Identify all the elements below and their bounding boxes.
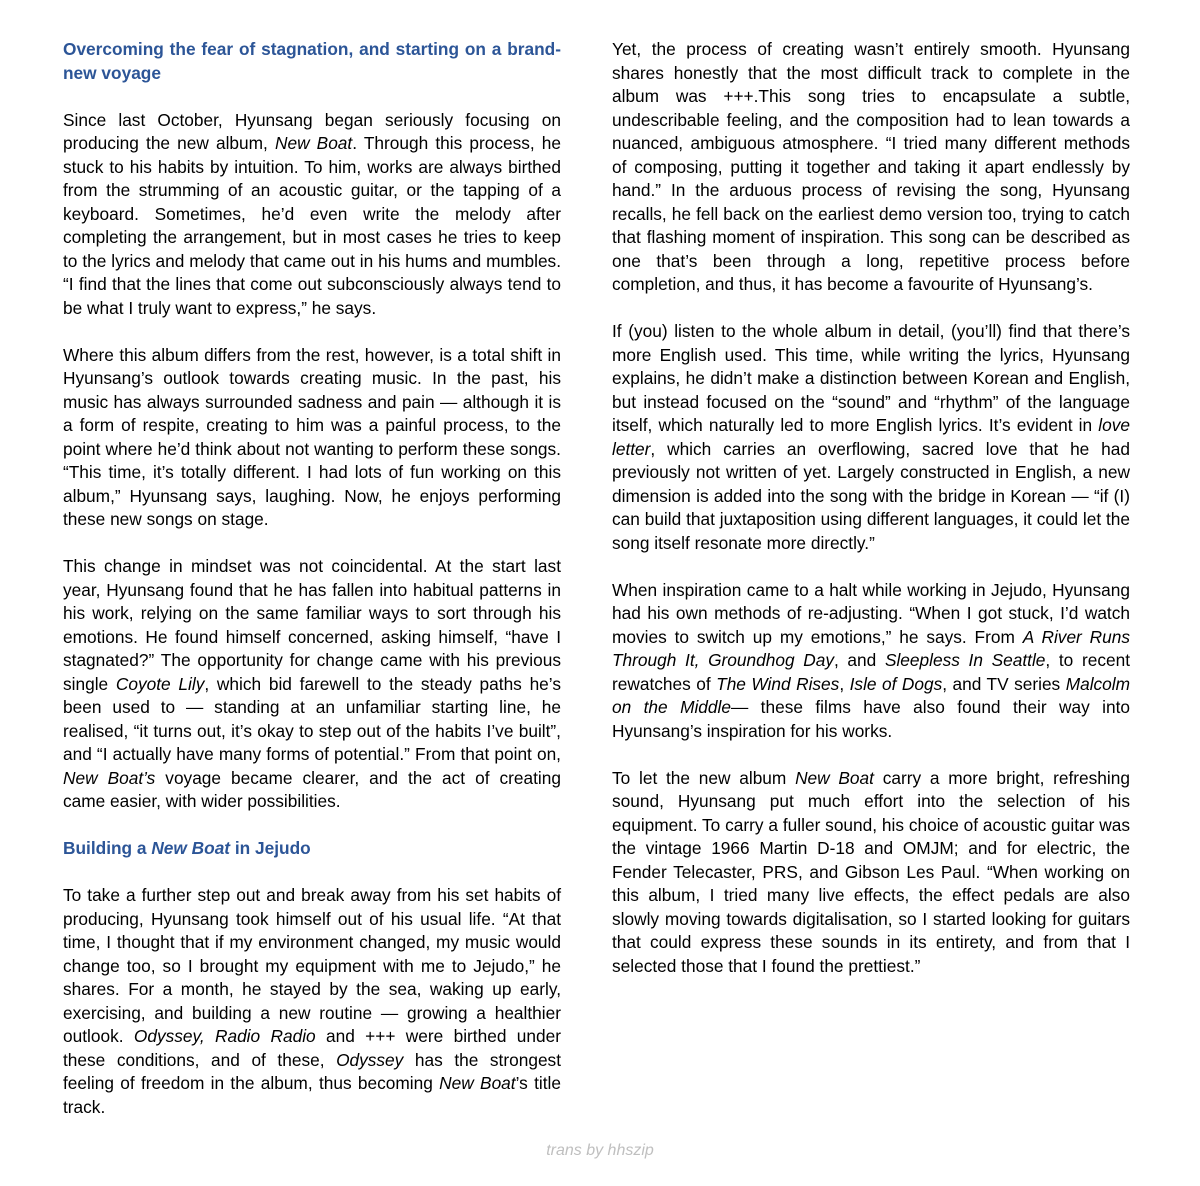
paragraph-equipment [612,767,1130,979]
text-span: To take a further step out and break away from his set habits of producing, Hyunsang took himself out of his usual life. “At that time, I thought that if my environment changed, my music would change too, so I brought my equipment with me to Jejudo,” he shares. For a month, he stayed by the sea, waking up early, exercising, and building a new routine — growing a healthier outlook. [63,885,561,1046]
film-title: Isle of Dogs [849,673,943,694]
song-titles: Odyssey, Radio Radio [133,1026,316,1046]
text-span: To let the new album [612,767,796,788]
text-span: , which bid farewell to the steady paths he’s been used to — standing at an unfamiliar starting line, he realised, “it turns out, it’s okay to step out of the habits I’ve built”, and “I actually have many forms of potential.” From that point on, [63,673,561,764]
paragraph-english-lyrics [612,320,1130,555]
translation-credit: trans by hhszip [546,1142,654,1159]
section-heading-jejudo [63,837,561,861]
song-title: Odyssey [336,1049,404,1070]
text-span: and +++ were birthed under these conditions, and of these, [63,1026,561,1070]
text-span: ’s title track. [63,1073,561,1117]
paragraph-inspiration-movies [612,579,1130,744]
text-span: If (you) listen to the whole album in detail, (you’ll) find that there’s more English used. This time, while writing the lyrics, Hyunsang explains, he didn’t make a distinction between Korean and English, but instead focused on the “sound” and “rhythm” of the language itself, which naturally led to more English lyrics. It’s evident in [612,321,1130,435]
film-title: Sleepless In Seattle [884,650,1046,670]
film-title: The Wind Rises [716,673,840,694]
text-span: , [839,673,850,694]
album-title: New Boat’s [63,767,156,788]
text-span: When inspiration came to a halt while working in Jejudo, Hyunsang had his own methods of re-adjusting. “When I got stuck, I’d watch movies to switch up my emotions,” he says. From [612,579,1130,647]
text-span: has the strongest feeling of freedom in the album, thus becoming [63,1049,561,1093]
text-span: Since last October, Hyunsang began seriously focusing on producing the new album, [63,109,561,153]
text-span: — these films have also found their way into Hyunsang’s inspiration for his works. [612,697,1130,741]
album-title: New Boat [439,1073,516,1093]
paragraph-new-album [63,109,561,321]
film-titles: A River Runs Through It, Groundhog Day [612,626,1131,670]
text-span: in Jejudo [230,838,311,858]
song-title: love letter [612,415,1130,459]
text-span: This change in mindset was not coincidental. At the start last year, Hyunsang found that he has fallen into habitual patterns in his work, relying on the same familiar ways to sort through his emotions. He found himself concerned, asking himself, “have I stagnated?” The opportunity for change came with his previous single [63,556,561,694]
text-span: voyage became clearer, and the act of creating came easier, with wider possibilities. [63,767,561,811]
text-span: , and TV series [942,673,1066,694]
left-column [63,38,561,1143]
section-heading-stagnation: Overcoming the fear of stagnation, and starting on a brand-new voyage [63,39,561,83]
text-span: , which carries an overflowing, sacred love that he had previously not written of yet. Largely constructed in English, a new dimension is added into the song with the bridge in Korean — “if (I) can build that juxtaposition using different languages, it could let the song itself resonate more directly.” [612,438,1130,553]
paragraph-jejudo [63,884,561,1119]
album-title: New Boat [274,133,353,153]
album-title: New Boat [151,838,231,858]
right-column [612,38,1130,1002]
album-title: New Boat [795,767,874,788]
text-span: . Through this process, he stuck to his habits by intuition. To him, works are always birthed from the strumming of an acoustic guitar, or the tapping of a keyboard. Sometimes, he’d even write the melody after completing the arrangement, but in most cases he tries to keep to the lyrics and melody that came out in his hums and mumbles. “I find that the lines that come out subconsciously always tend to be what I truly want to express,” he says. [63,133,561,318]
paragraph-mindset-change [63,555,561,814]
series-title: Malcolm on the Middle [612,673,1131,717]
text-span: Building a [63,838,152,858]
paragraph-outlook-shift: Where this album differs from the rest, however, is a total shift in Hyunsang’s outlook towards creating music. In the past, his music has always surrounded sadness and pain — although it is a form of respite, creating to him was a painful process, to the point where he’d think about not wanting to perform these songs. “This time, it’s totally different. I had lots of fun working on this album,” Hyunsang says, laughing. Now, he enjoys performing these new songs on stage. [63,344,561,529]
text-span: , and [833,650,885,670]
text-span: carry a more bright, refreshing sound, Hyunsang put much effort into the selection of his equipment. To carry a fuller sound, his choice of acoustic guitar was the vintage 1966 Martin D-18 and OMJM; and for electric, the Fender Telecaster, PRS, and Gibson Les Paul. “When working on this album, I tried many live effects, the effect pedals are also slowly moving towards digitalisation, so I started looking for guitars that could express these sounds in its entirety, and from that I selected those that I found the prettiest.” [612,767,1130,976]
paragraph-difficult-track: Yet, the process of creating wasn’t entirely smooth. Hyunsang shares honestly that the most difficult track to complete in the album was +++.This song tries to encapsulate a subtle, undescribable feeling, and the composition had to lean towards a nuanced, ambiguous atmosphere. “I tried many different methods of composing, putting it together and taking it apart endlessly by hand.” In the arduous process of revising the song, Hyunsang recalls, he fell back on the earliest demo version too, trying to catch that flashing moment of inspiration. This song can be described as one that’s been through a long, repetitive process before completion, and thus, it has become a favourite of Hyunsang’s. [612,39,1130,294]
text-span: , to recent rewatches of [612,650,1130,694]
single-title: Coyote Lily [115,673,205,694]
